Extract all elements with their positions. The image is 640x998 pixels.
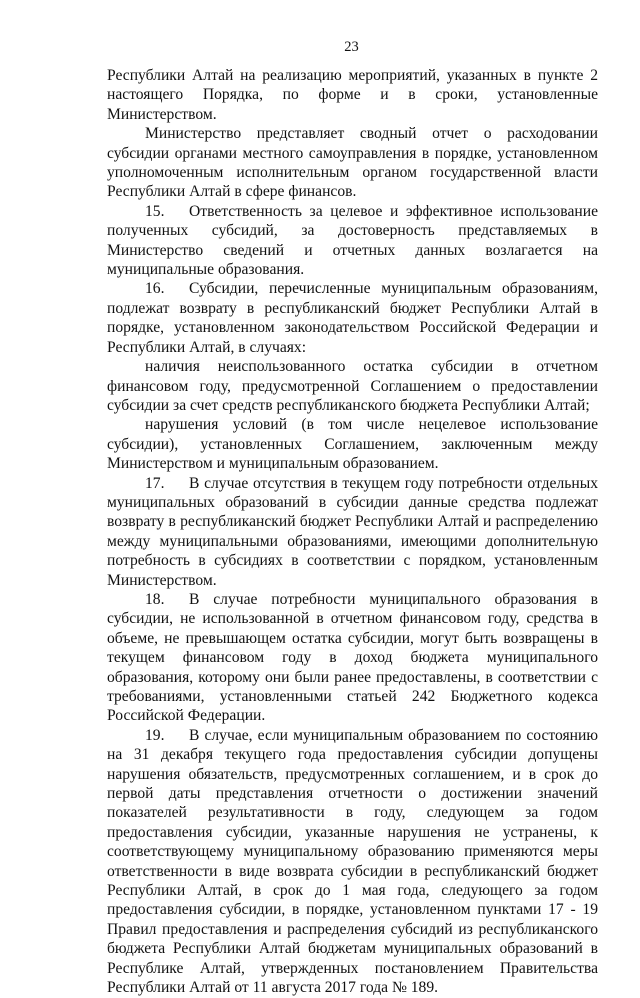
paragraph-text: Субсидии, перечисленные муниципальным образованиям, подлежат возврату в республиканский бюджет Республики Алтай в порядке, установленном законодательством Российской Федерации и Республики Алтай, в случаях:	[107, 280, 598, 356]
paragraph-text: В случае, если муниципальным образованием по состоянию на 31 декабря текущего года предоставления субсидии допущены нарушения обязательств, предусмотренных соглашением, и в срок до первой даты представления отчетности о достижении значений показателей результативности в году, следующем за годом предоставления субсидии, указанные нарушения не устранены, к соответствующему муниципальному образованию применяются меры ответственности в виде возврата субсидии в республиканский бюджет Республики Алтай, в срок до 1 мая года, следующего за годом предоставления субсидии, в порядке, установленном пунктами 17 - 19 Правил предоставления и распределения субсидий из республиканского бюджета Республики Алтай бюджетам муниципальных образований в Республике Алтай, утвержденных постановлением Правительства Республики Алтай от 11 августа 2017 года № 189.	[107, 726, 598, 997]
clause-16-case-2	[107, 415, 598, 473]
clause-16	[107, 279, 598, 357]
clause-17	[107, 474, 598, 590]
clause-number: 19.	[145, 726, 165, 744]
clause-19	[107, 726, 598, 998]
paragraph-text: Республики Алтай на реализацию мероприятий, указанных в пункте 2 настоящего Порядка, по форме и в сроки, установленные Министерством.	[107, 67, 598, 123]
clause-16-case-1	[107, 357, 598, 415]
page-number: 23	[344, 39, 359, 55]
paragraph-text: нарушения условий (в том числе нецелевое использование субсидии), установленных Соглашением, заключенным между Министерством и муниципальным образованием.	[107, 416, 598, 473]
clause-18	[107, 590, 598, 726]
paragraph-continuation	[107, 66, 598, 124]
paragraph-text: наличия неиспользованного остатка субсидии в отчетном финансовом году, предусмотренной Соглашением о предоставлении субсидии за счет средств республиканского бюджета Республики Алтай;	[107, 358, 598, 414]
paragraph-text: Министерство представляет сводный отчет о расходовании субсидии органами местного самоуправления в порядке, установленном уполномоченным исполнительным органом государственной власти Республики Алтай в сфере финансов.	[107, 125, 598, 201]
paragraph-text: В случае потребности муниципального образования в субсидии, не использованной в отчетном финансовом году, средства в объеме, не превышающем остатка субсидии, могут быть возвращены в текущем финансовом году в доход бюджета муниципального образования, которому они были ранее предоставлены, в соответствии с требованиями, установленными статьей 242 Бюджетного кодекса Российской Федерации.	[107, 590, 598, 725]
clause-15	[107, 202, 598, 280]
paragraph-text: В случае отсутствия в текущем году потребности отдельных муниципальных образований в субсидии данные средства подлежат возврату в республиканский бюджет Республики Алтай и распределению между муниципальными образованиями, имеющими дополнительную потребность в субсидиях в соответствии с порядком, установленным Министерством.	[107, 474, 598, 589]
clause-number: 16.	[145, 280, 165, 298]
clause-number: 17.	[145, 474, 165, 492]
clause-number: 18.	[145, 590, 165, 608]
paragraph-report	[107, 124, 598, 202]
paragraph-text: Ответственность за целевое и эффективное использование полученных субсидий, за достоверность представляемых в Министерство сведений и отчетных данных возлагается на муниципальные образования.	[107, 202, 598, 279]
clause-number: 15.	[145, 202, 165, 220]
